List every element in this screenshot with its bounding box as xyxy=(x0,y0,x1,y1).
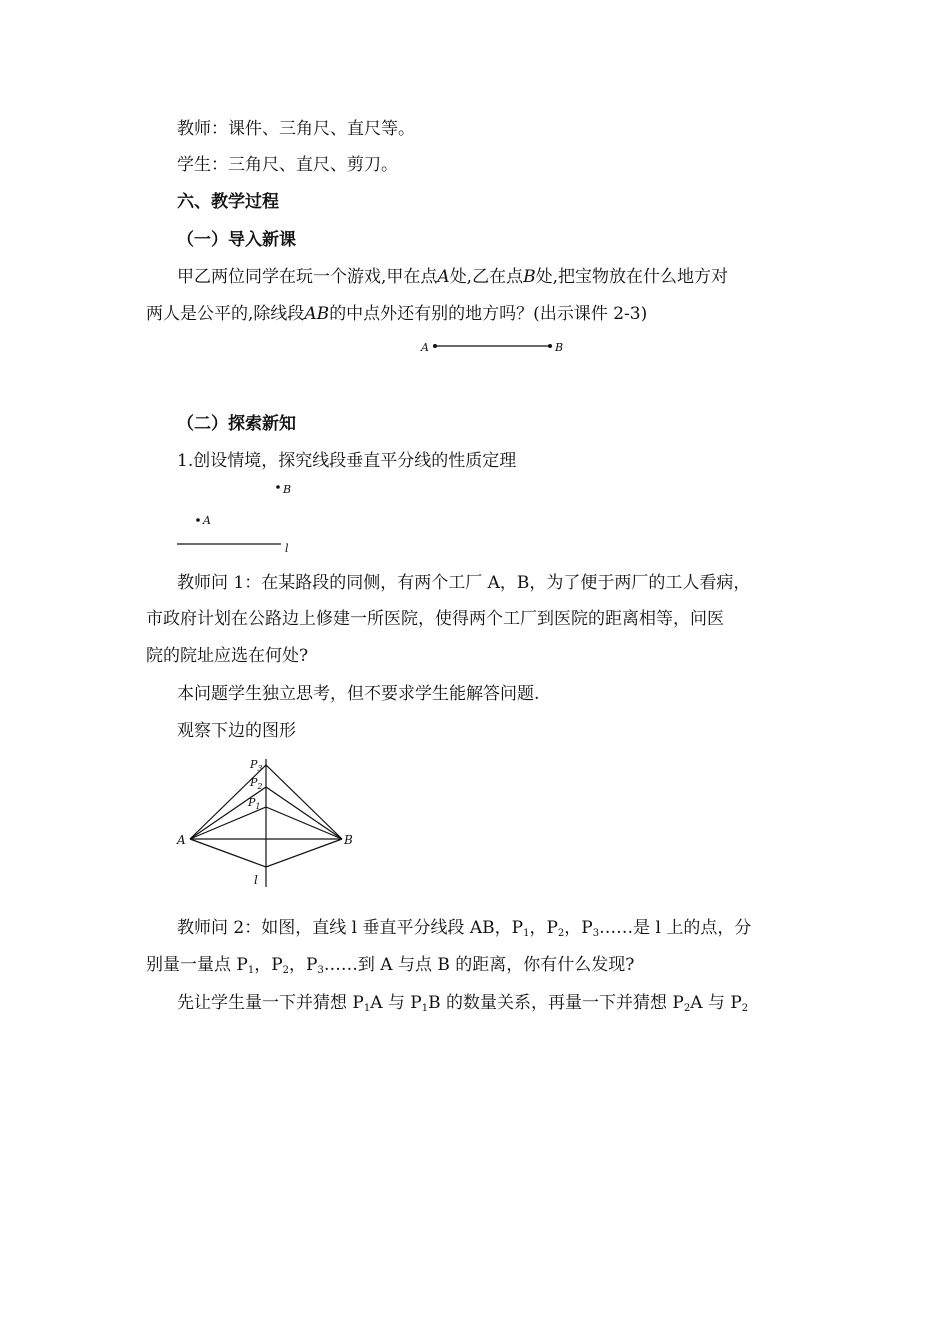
point-b xyxy=(548,344,552,348)
question1-line3: 院的院址应选在何处? xyxy=(146,646,309,666)
question1-line1: 教师问 1：在某路段的同侧，有两个工厂 A，B，为了便于两厂的工人看病， xyxy=(177,573,751,593)
part1-title: （一）导入新课 xyxy=(177,230,296,250)
student-materials: 学生：三角尺、直尺、剪刀。 xyxy=(177,155,398,175)
label-b: B xyxy=(344,833,353,847)
part1-paragraph-line1: 甲乙两位同学在玩一个游戏,甲在点A处,乙在点B处,把宝物放在什么地方对 xyxy=(177,267,728,287)
label-p2: $P_2$ xyxy=(250,776,263,791)
label-p1: $P_1$ xyxy=(248,796,261,811)
label-a: A xyxy=(421,341,429,354)
part1-paragraph-line2: 两人是公平的,除线段AB的中点外还有别的地方吗？(出示课件 2-3) xyxy=(146,304,648,324)
label-l: l xyxy=(254,873,258,887)
question1-line2: 市政府计划在公路边上修建一所医院，使得两个工厂到医院的距离相等，问医 xyxy=(146,609,724,629)
section-title-teaching-process: 六、教学过程 xyxy=(177,192,279,212)
point-a xyxy=(433,344,437,348)
point-b xyxy=(276,485,280,489)
observe-figure-text: 观察下边的图形 xyxy=(177,721,296,741)
part2-title: （二）探索新知 xyxy=(177,414,296,434)
segment-ab-figure xyxy=(410,335,570,359)
points-and-road-figure xyxy=(170,478,310,558)
label-a: A xyxy=(203,514,211,527)
perpendicular-bisector-figure xyxy=(170,755,360,895)
label-l: l xyxy=(285,542,289,555)
question1-note: 本问题学生独立思考，但不要求学生能解答问题. xyxy=(177,684,540,704)
question2-line2: 别量一量点 $P_1$，$P_2$，$P_3\dots\dots$到 A 与点 B 的距离，你有什么发现? xyxy=(146,955,635,976)
part2-subtitle: 1.创设情境，探究线段垂直平分线的性质定理 xyxy=(177,451,517,471)
question2-line1: 教师问 2：如图，直线 l 垂直平分线段 AB，$P_1$，$P_2$，$P_3\dots\dots$是 l 上的点，分 xyxy=(177,918,752,939)
label-a: A xyxy=(177,833,186,847)
point-a xyxy=(196,518,200,522)
measure-instruction-line: 先让学生量一下并猜想 $P_1A$ 与 $P_1B$ 的数量关系，再量一下并猜想 $P_2A$ 与 $P_2$ xyxy=(177,993,749,1014)
label-b: B xyxy=(555,341,564,354)
label-b: B xyxy=(283,483,292,496)
teacher-materials: 教师：课件、三角尺、直尺等。 xyxy=(177,119,415,139)
label-p3: $P_3$ xyxy=(250,758,263,773)
